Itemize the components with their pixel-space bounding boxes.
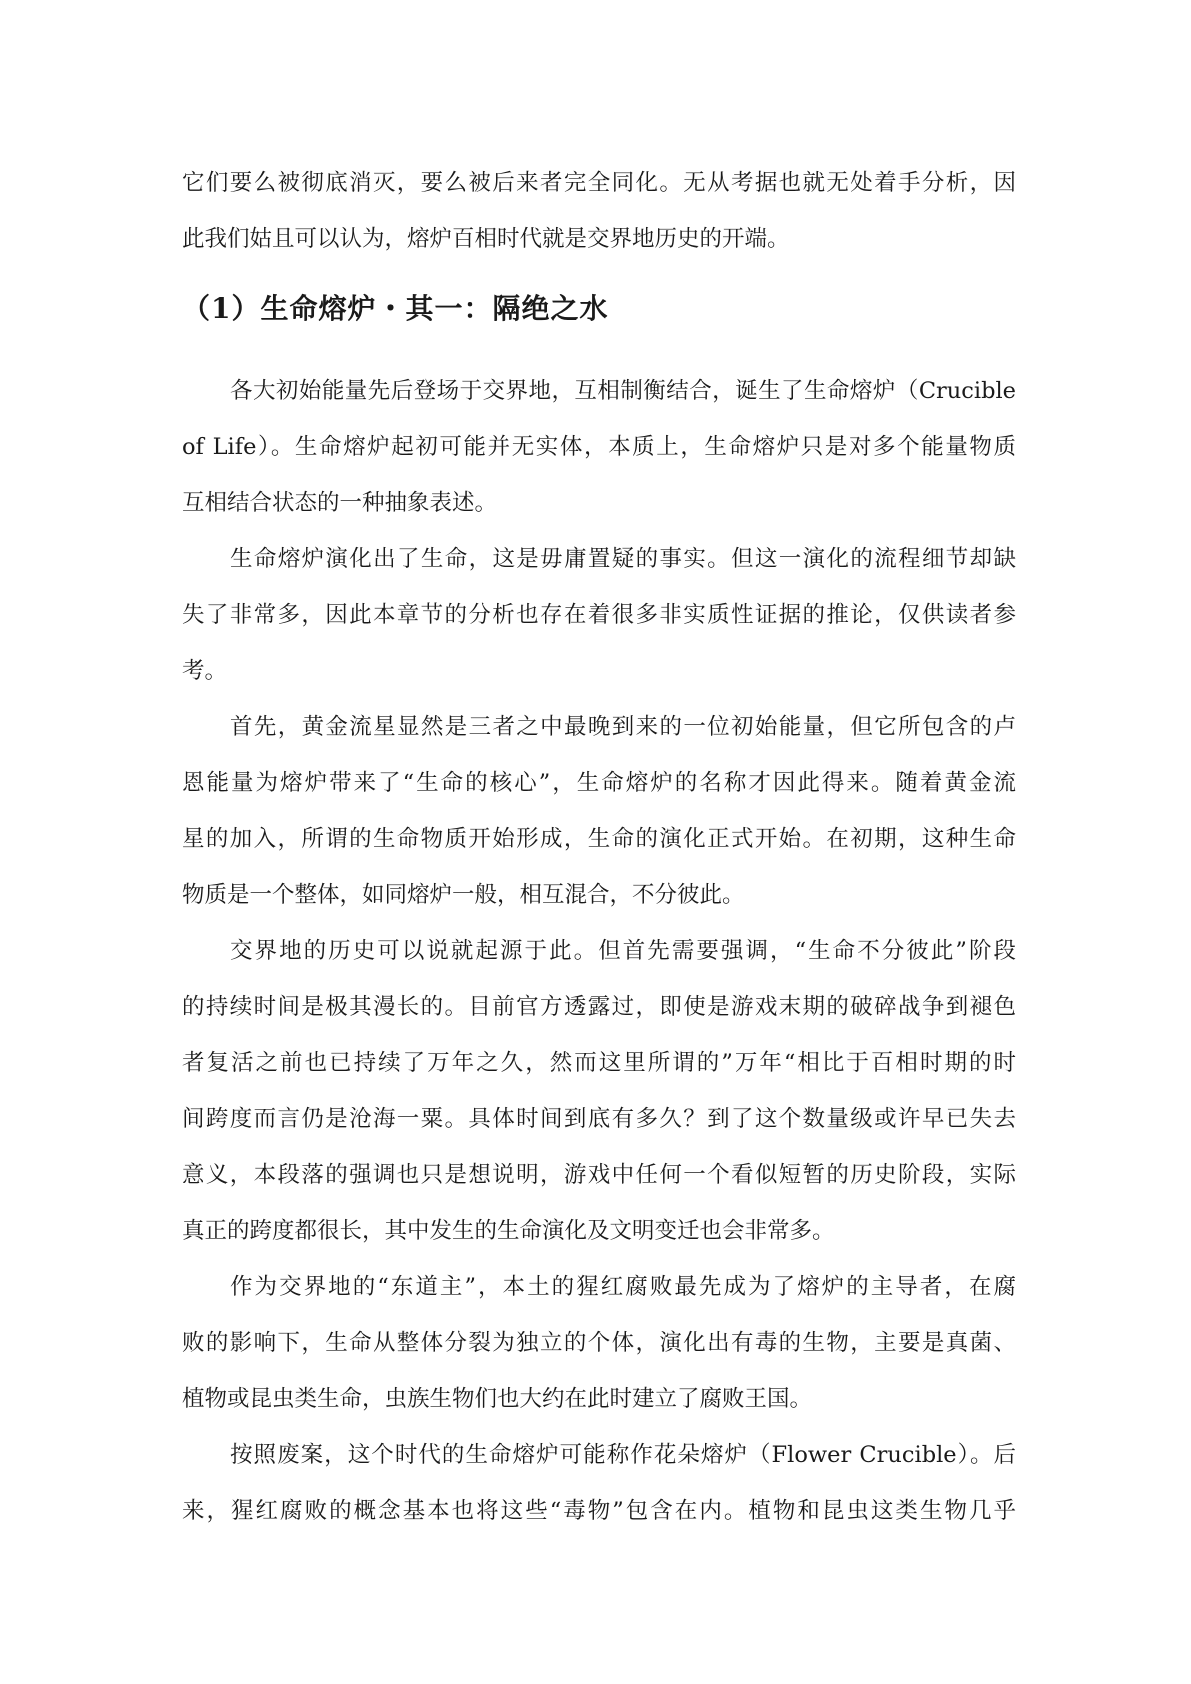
text-line: 败的影响下，生命从整体分裂为独立的个体，演化出有毒的生物，主要是真菌、 bbox=[182, 1330, 1016, 1356]
text-line: 植物或昆虫类生命，虫族生物们也大约在此时建立了腐败王国。 bbox=[182, 1386, 813, 1412]
text-line: 交界地的历史可以说就起源于此。但首先需要强调，“生命不分彼此”阶段 bbox=[230, 938, 1016, 964]
text-line: 首先，黄金流星显然是三者之中最晚到来的一位初始能量，但它所包含的卢 bbox=[230, 714, 1016, 740]
text-line: of Life）。生命熔炉起初可能并无实体，本质上，生命熔炉只是对多个能量物质 bbox=[182, 434, 1016, 460]
text-line: 作为交界地的“东道主”，本土的猩红腐败最先成为了熔炉的主导者，在腐 bbox=[230, 1274, 1016, 1300]
text-line: 来，猩红腐败的概念基本也将这些“毒物”包含在内。植物和昆虫这类生物几乎 bbox=[182, 1498, 1016, 1524]
text-line: 物质是一个整体，如同熔炉一般，相互混合，不分彼此。 bbox=[182, 882, 745, 908]
text-line: 生命熔炉演化出了生命，这是毋庸置疑的事实。但这一演化的流程细节却缺 bbox=[230, 546, 1016, 572]
paragraph bbox=[182, 1259, 1016, 1427]
section-heading: （1）生命熔炉・其一：隔绝之水 bbox=[182, 292, 609, 325]
paragraph bbox=[182, 923, 1016, 1259]
text-line: 的持续时间是极其漫长的。目前官方透露过，即使是游戏末期的破碎战争到褪色 bbox=[182, 994, 1016, 1020]
paragraph bbox=[182, 699, 1016, 923]
text-line: 它们要么被彻底消灭，要么被后来者完全同化。无从考据也就无处着手分析，因 bbox=[182, 170, 1016, 196]
text-line: 意义，本段落的强调也只是想说明，游戏中任何一个看似短暂的历史阶段，实际 bbox=[182, 1162, 1016, 1188]
text-line: 按照废案，这个时代的生命熔炉可能称作花朵熔炉（Flower Crucible）。后 bbox=[230, 1442, 1016, 1468]
text-line: 间跨度而言仍是沧海一粟。具体时间到底有多久？到了这个数量级或许早已失去 bbox=[182, 1106, 1016, 1132]
text-line: 者复活之前也已持续了万年之久，然而这里所谓的”万年“相比于百相时期的时 bbox=[182, 1050, 1016, 1076]
text-line: 互相结合状态的一种抽象表述。 bbox=[182, 490, 498, 516]
text-line: 失了非常多，因此本章节的分析也存在着很多非实质性证据的推论，仅供读者参 bbox=[182, 602, 1016, 628]
document-body bbox=[182, 155, 1016, 1539]
text-line: 各大初始能量先后登场于交界地，互相制衡结合，诞生了生命熔炉（Crucible bbox=[230, 378, 1016, 404]
paragraph bbox=[182, 531, 1016, 699]
text-line: 此我们姑且可以认为，熔炉百相时代就是交界地历史的开端。 bbox=[182, 226, 790, 252]
paragraph bbox=[182, 1427, 1016, 1539]
paragraph bbox=[182, 363, 1016, 531]
text-line: 恩能量为熔炉带来了“生命的核心”，生命熔炉的名称才因此得来。随着黄金流 bbox=[182, 770, 1016, 796]
text-line: 真正的跨度都很长，其中发生的生命演化及文明变迁也会非常多。 bbox=[182, 1218, 835, 1244]
intro-paragraph bbox=[182, 155, 1016, 267]
text-line: 星的加入，所谓的生命物质开始形成，生命的演化正式开始。在初期，这种生命 bbox=[182, 826, 1016, 852]
text-line: 考。 bbox=[182, 658, 228, 684]
